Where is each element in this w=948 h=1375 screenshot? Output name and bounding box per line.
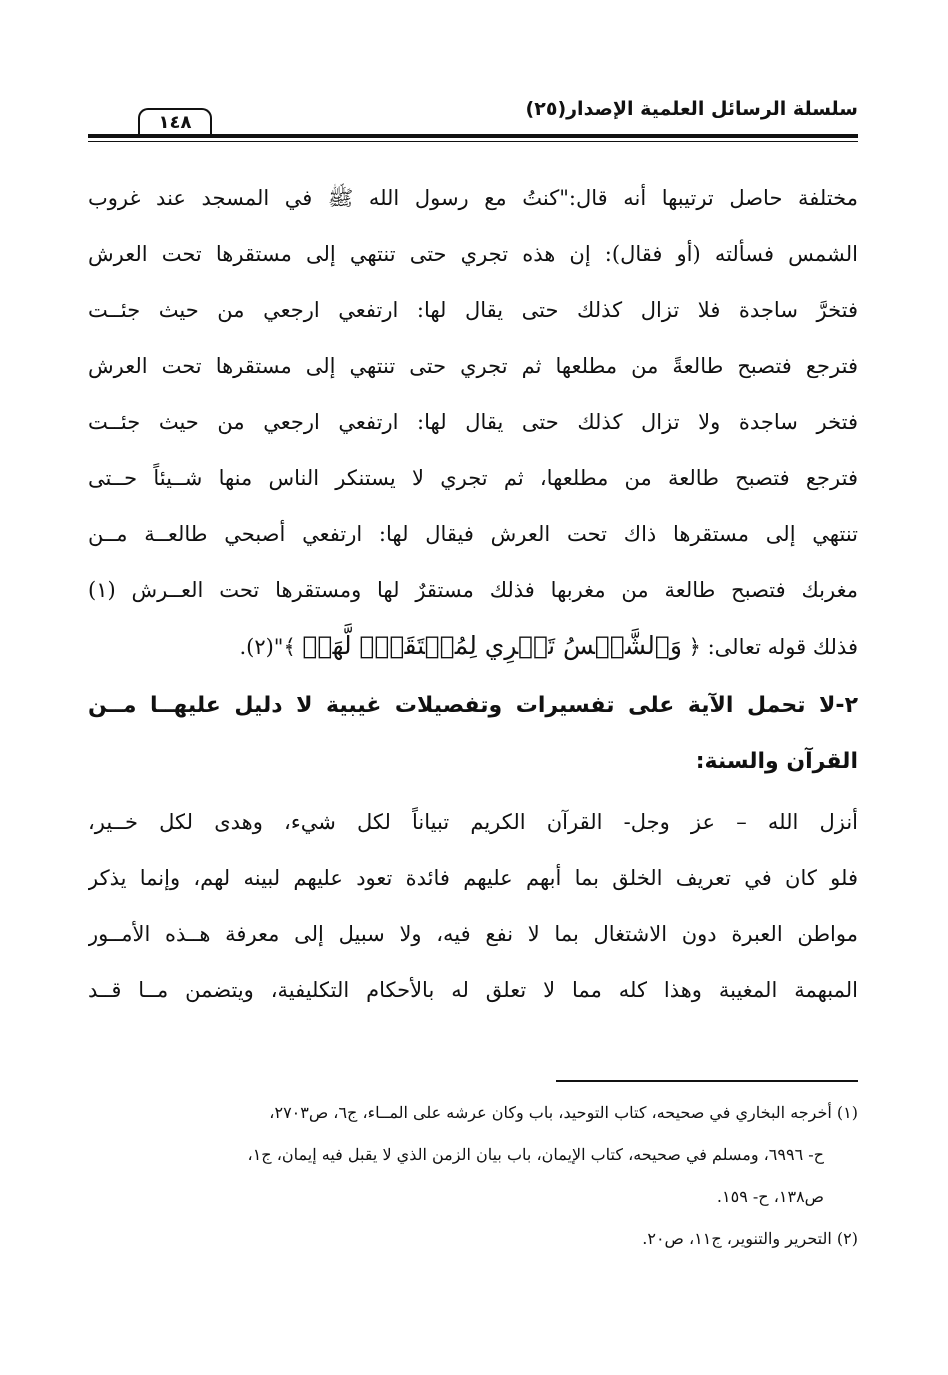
body-line: الشمس فسألته (أو فقال): إن هذه تجري حتى تنتهي إلى مستقرها تحت العرش: [88, 242, 858, 266]
quran-prefix: فذلك قوله تعالى: ﴿: [688, 635, 858, 659]
page-header: [88, 96, 858, 146]
footnote-2: (٢) التحرير والتنوير، ج١١، ص٢٠.: [642, 1229, 858, 1248]
header-rule-thick: [88, 134, 858, 138]
header-rule-thin: [88, 141, 858, 142]
body-line: فترجع فتصبح طالعة من مطلعها، ثم تجري لا يستنكر الناس منها شــيئاً حــتى: [88, 466, 858, 490]
quran-quote-line: [88, 618, 858, 674]
footnote-1-continued: ح- ٦٩٩٦، ومسلم في صحيحه، كتاب الإيمان، باب بيان الزمن الذي لا يقبل فيه إيمان، ج١،: [247, 1145, 824, 1164]
body-line: مختلفة حاصل ترتيبها أنه قال:"كنتُ مع رسول الله ﷺ في المسجد عند غروب: [88, 186, 858, 210]
body-line: فتخر ساجدة ولا تزال كذلك حتى يقال لها: ارتفعي ارجعي من حيث جئــت: [88, 410, 858, 434]
footnotes: [88, 1092, 858, 1260]
paragraph-line: المبهمة المغيبة وهذا كله مما لا تعلق له بالأحكام التكليفية، ويتضمن مــا قــد: [88, 978, 858, 1002]
footnote-1: (١) أخرجه البخاري في صحيحه، كتاب التوحيد، باب وكان عرشه على المــاء، ج٦، ص٢٧٠٣،: [269, 1103, 858, 1122]
quran-verse: وَٱلشَّمۡسُ تَجۡرِي لِمُسۡتَقَرّٖ لَّهَاۚ: [302, 631, 682, 660]
footnote-divider: [556, 1080, 858, 1082]
footnote-1-continued: ص١٣٨، ح- ١٥٩.: [716, 1187, 824, 1206]
quran-suffix: ﴾"(٢).: [239, 635, 296, 659]
section-heading: ٢-لا تحمل الآية على تفسيرات وتفصيلات غيبية لا دليل عليهــا مــن: [88, 693, 858, 718]
series-title: سلسلة الرسائل العلمية الإصدار(٢٥): [525, 98, 858, 120]
paragraph-line: أنزل الله – عز وجل- القرآن الكريم تبياناً لكل شيء، وهدى لكل خــير،: [88, 810, 858, 834]
body-line: تنتهي إلى مستقرها ذاك تحت العرش فيقال لها: ارتفعي أصبحي طالعــة مــن: [88, 522, 858, 546]
section-heading-continued: القرآن والسنة:: [695, 749, 858, 774]
page-number: ١٤٨: [138, 108, 212, 136]
paragraph-line: مواطن العبرة دون الاشتغال بما لا نفع فيه، ولا سبيل إلى معرفة هــذه الأمــور: [88, 922, 858, 946]
paragraph-line: فلو كان في تعريف الخلق بما أبهم عليهم فائدة تعود عليهم لبينه لهم، وإنما يذكر: [88, 866, 858, 890]
body-line: فتخرَّ ساجدة فلا تزال كذلك حتى يقال لها: ارتفعي ارجعي من حيث جئــت: [88, 298, 858, 322]
body-line: فترجع فتصبح طالعةً من مطلعها ثم تجري حتى تنتهي إلى مستقرها تحت العرش: [88, 354, 858, 378]
body-text: [88, 170, 858, 1018]
body-line: مغربك فتصبح طالعة من مغربها فذلك مستقرٌ لها ومستقرها تحت العــرش (١): [88, 578, 858, 602]
